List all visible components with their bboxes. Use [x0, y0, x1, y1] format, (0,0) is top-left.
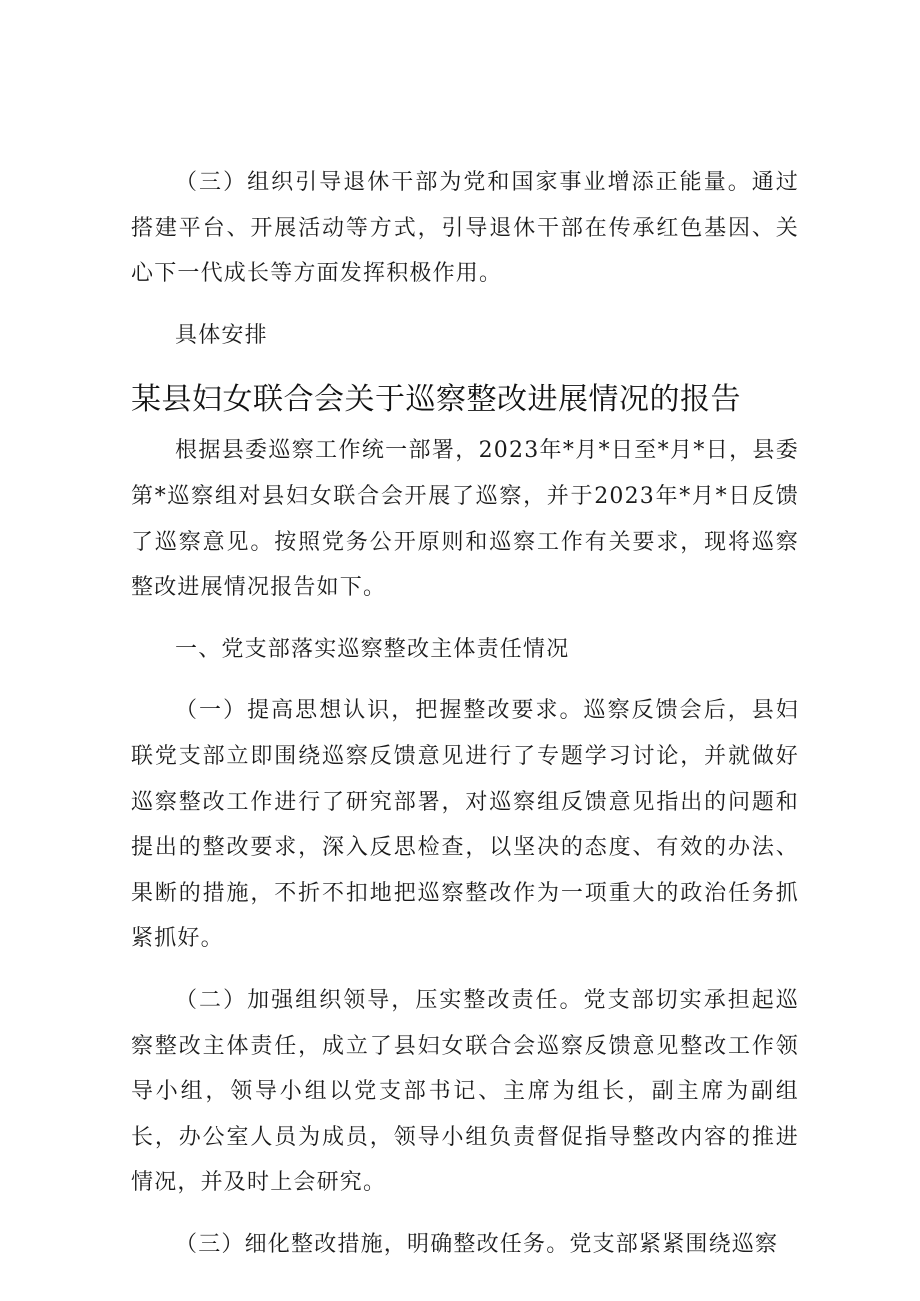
- body-paragraph: 根据县委巡察工作统一部署，2023年*月*日至*月*日，县委第*巡察组对县妇女联合会开展了巡察，并于2023年*月*日反馈了巡察意见。按照党务公开原则和巡察工作有关要求，现将巡察整改进展情况报告如下。: [131, 438, 799, 601]
- body-paragraph: （一）提高思想认识，把握整改要求。巡察反馈会后，县妇联党支部立即围绕巡察反馈意见进行了专题学习讨论，并就做好巡察整改工作进行了研究部署，对巡察组反馈意见指出的问题和提出的整改要求，深入反思检查，以坚决的态度、有效的办法、果断的措施，不折不扣地把巡察整改作为一项重大的政治任务抓紧抓好。: [131, 698, 799, 952]
- body-paragraph: （三）细化整改措施，明确整改任务。党支部紧紧围绕巡察: [175, 1231, 779, 1257]
- report-title: 某县妇女联合会关于巡察整改进展情况的报告: [131, 382, 741, 418]
- document-body: [131, 160, 799, 1283]
- body-paragraph: （二）加强组织领导，压实整改责任。党支部切实承担起巡察整改主体责任，成立了县妇女联合会巡察反馈意见整改工作领导小组，领导小组以党支部书记、主席为组长，副主席为副组长，办公室人员为成员，领导小组负责督促指导整改内容的推进情况，并及时上会研究。: [131, 987, 799, 1196]
- section-label: 具体安排: [175, 322, 268, 348]
- intro-paragraph: （三）组织引导退休干部为党和国家事业增添正能量。通过搭建平台、开展活动等方式，引导退休干部在传承红色基因、关心下一代成长等方面发挥积极作用。: [131, 170, 799, 287]
- section-heading: 一、党支部落实巡察整改主体责任情况: [175, 636, 570, 662]
